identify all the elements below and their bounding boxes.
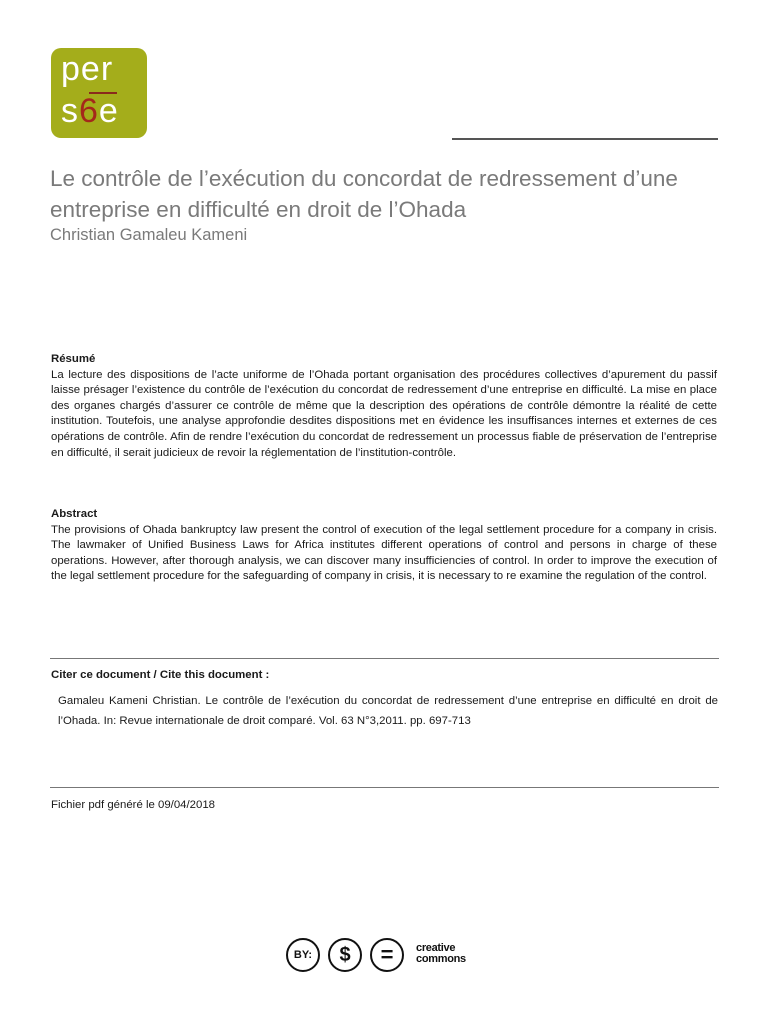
noderivatives-icon: = xyxy=(370,938,404,972)
abstract-heading: Abstract xyxy=(51,508,98,520)
citation-rule-top xyxy=(50,658,719,659)
resume-heading: Résumé xyxy=(51,353,96,365)
article-title: Le contrôle de l’exécution du concordat de redressement d’une entreprise en difficulté en droit de l’Ohada xyxy=(50,166,678,222)
article-author: Christian Gamaleu Kameni xyxy=(50,226,248,244)
noncommercial-icon: $ xyxy=(328,938,362,972)
citation-heading: Citer ce document / Cite this document : xyxy=(51,669,270,681)
resume-text: La lecture des dispositions de l’acte uniforme de l’Ohada portant organisation des procédures collectives d’apurement du passif laisse présager l’existence du contrôle de l’exécution du concordat de redressement d’une entreprise en difficulté. La mise en place des organes chargés d’assurer ce contrôle de même que la description des opérations de contrôle démontre la réalité de cette institution. Toutefois, une analyse approfondie desdites dispositions met en évidence les insuffisances internes et externes de ces opérations de contrôle. Afin de rendre l’exécution du concordat de redressement un processus fiable de préservation de l’entreprise en difficulté, il serait judicieux de revoir la réglementation de l’institution-contrôle. xyxy=(51,368,717,459)
logo-line1: per xyxy=(61,50,114,88)
creative-commons-badge[interactable] xyxy=(286,936,486,976)
by-icon: BY: xyxy=(286,938,320,972)
generated-date: Fichier pdf généré le 09/04/2018 xyxy=(51,799,216,811)
resume-section xyxy=(51,352,717,461)
persee-logo[interactable] xyxy=(51,48,147,138)
header-rule xyxy=(452,138,718,140)
logo-line2: s6e xyxy=(61,92,119,130)
abstract-section xyxy=(51,507,717,585)
citation-text: Gamaleu Kameni Christian. Le contrôle de l’exécution du concordat de redressement d’une entreprise en difficulté en droit de l’Ohada. In: Revue internationale de droit comparé. Vol. 63 N°3,2011. pp. 697-713 xyxy=(58,695,718,727)
abstract-text: The provisions of Ohada bankruptcy law present the control of execution of the legal settlement procedure for a company in crisis. The lawmaker of Unified Business Laws for Africa institutes different operations of control and persons in charge of these operations. However, after thorough analysis, we can discover many insufficiencies of control. In order to improve the execution of the legal settlement procedure for the safeguarding of company in crisis, it is necessary to re examine the regulation of the control. xyxy=(51,523,717,583)
creative-commons-label: creative commons xyxy=(416,942,466,965)
citation-rule-bottom xyxy=(50,787,719,788)
